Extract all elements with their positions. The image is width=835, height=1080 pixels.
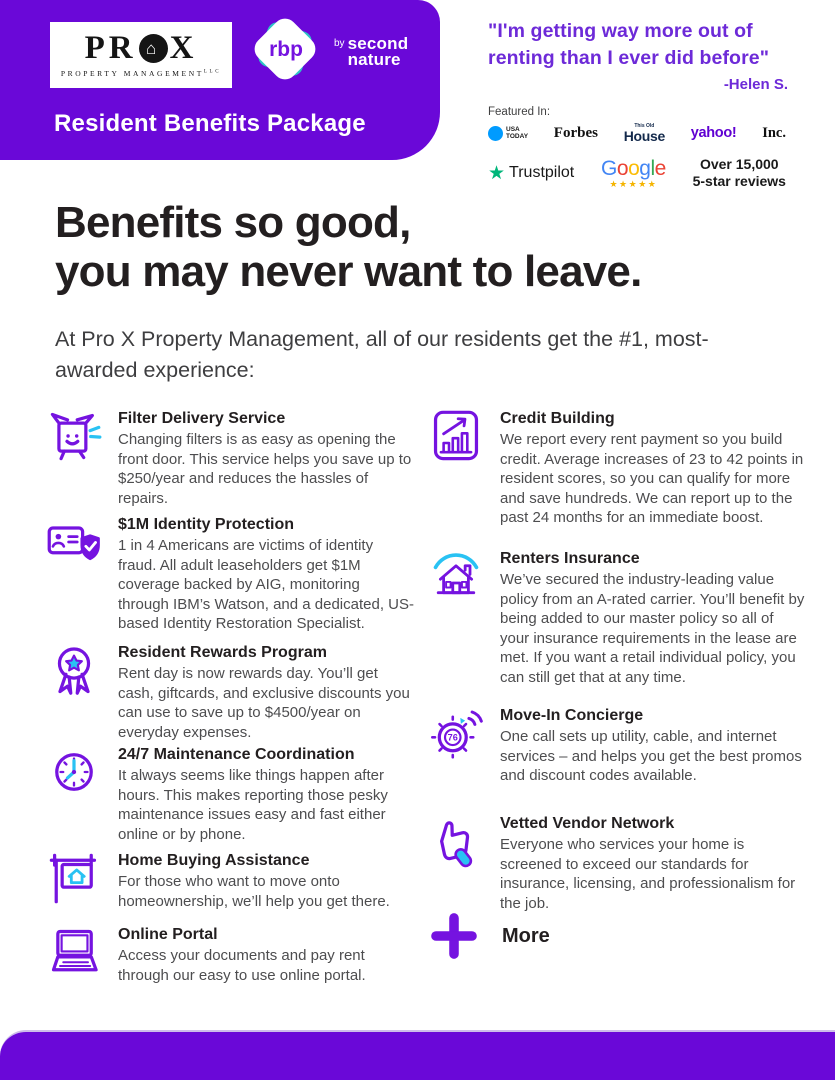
second-nature-by: by [334, 38, 345, 49]
id-shield-icon [46, 514, 102, 570]
insured-house-icon [428, 548, 484, 604]
benefit-title: Filter Delivery Service [118, 410, 286, 427]
benefit-title: 24/7 Maintenance Coordination [118, 746, 355, 763]
rbp-abbr: rbp [269, 38, 303, 61]
trustpilot-logo: ★ Trustpilot [488, 162, 575, 184]
bottom-bar [0, 1030, 835, 1080]
benefit-description: Everyone who services your home is screened to exceed our standards for insurance, licensing, and professionalism for the job. [500, 836, 796, 912]
prox-logo-post: X [169, 30, 198, 66]
benefit-description: We’ve secured the industry-leading value policy from an A-rated carrier. You’ll benefit by being added to our master policy so all of your insurance requirements in the lease are met. If you want a retail individual policy, you can still get that at any time. [500, 571, 805, 686]
benefit-description: Access your documents and pay rent through our easy to use online portal. [118, 947, 366, 984]
benefit-move-in-concierge [428, 705, 806, 786]
plus-icon [428, 910, 480, 962]
quote-line-1: "I'm getting way more out of [488, 20, 753, 42]
benefit-maintenance [46, 744, 414, 844]
forbes-logo: Forbes [553, 124, 598, 141]
thermostat-dial-icon [428, 705, 484, 761]
more-label: More [502, 924, 550, 947]
benefit-title: Credit Building [500, 410, 615, 427]
benefit-description: One call sets up utility, cable, and internet services – and helps you get the best promos and discount codes available. [500, 728, 802, 784]
benefit-home-buying [46, 850, 414, 911]
yahoo-logo: yahoo! [690, 125, 737, 142]
yard-sign-icon [46, 850, 102, 906]
clock-icon [46, 744, 102, 800]
benefit-title: Home Buying Assistance [118, 852, 310, 869]
benefit-filter-delivery [46, 408, 414, 508]
benefit-description: It always seems like things happen after hours. This makes reporting those pesky maintenance issues easy and fast either online or by phone. [118, 767, 388, 843]
review-count-summary: Over 15,000 5-star reviews [692, 155, 786, 190]
benefit-description: Rent day is now rewards day. You’ll get cash, giftcards, and exclusive discounts you can use to save up to $4500/year on everyday expenses. [118, 665, 410, 741]
inc-logo: Inc. [762, 124, 786, 141]
quote-attribution: -Helen S. [723, 75, 788, 93]
quote-line-2: renting than I ever did before" [488, 46, 770, 69]
usa-today-logo: USA TODAY [488, 126, 528, 141]
benefit-credit-building [428, 408, 806, 528]
prox-logo-subtitle: PROPERTY $MANAGEMENT^{LLC}$ [60, 69, 222, 78]
benefit-description: 1 in 4 Americans are victims of identity fraud. All adult leaseholders get $1M coverage backed by AIG, monitoring through IBM’s Watson, and a dedicated, US-based Identity Restoration Specialist. [118, 537, 414, 632]
benefit-vetted-vendors [428, 813, 806, 913]
benefit-online-portal [46, 924, 414, 985]
svg-text:76: 76 [447, 732, 458, 743]
house-in-o-icon: ⌂ [139, 34, 168, 63]
award-ribbon-icon [46, 642, 102, 698]
subheadline: At Pro X Property Management, all of our residents get the #1, most-awarded experience: [55, 327, 709, 383]
benefit-title: Vetted Vendor Network [500, 815, 675, 832]
press-logos-row [488, 124, 786, 143]
testimonial-section [488, 18, 788, 191]
rbp-badge [252, 16, 320, 84]
benefit-description: We report every rent payment so you build credit. Average increases of 23 to 42 points in resident scores, so you can qualify for more and save hundreds. We can report up to the past 24 months for an immediate boost. [500, 431, 804, 526]
benefit-title: Renters Insurance [500, 550, 640, 567]
filter-box-icon [46, 408, 102, 464]
this-old-house-logo: This Old House [623, 122, 665, 144]
bar-chart-icon [428, 408, 484, 464]
thumbs-up-icon [428, 813, 484, 869]
second-nature-words: second nature [347, 34, 409, 69]
benefit-identity-protection [46, 514, 414, 634]
review-platforms-row [488, 156, 786, 191]
benefit-description: Changing filters is as easy as opening the front door. This service helps you save up to $250/year and reduces the hassles of repairs. [118, 431, 412, 507]
benefit-description: For those who want to move onto homeownership, we’ll help you get there. [118, 873, 390, 910]
featured-in-label: Featured In: [488, 105, 551, 118]
page-title: Benefits so good, you may never want to leave. [55, 198, 642, 297]
google-logo: Google ★★★★★ [601, 156, 666, 189]
package-title: Resident Benefits Package [54, 110, 366, 137]
benefit-rewards-program [46, 642, 414, 742]
header-banner [0, 0, 440, 160]
benefit-more [428, 910, 550, 962]
benefit-renters-insurance [428, 548, 806, 687]
prox-logo-pre: PR [84, 30, 137, 66]
benefit-title: Move-In Concierge [500, 707, 644, 724]
laptop-icon [46, 924, 102, 980]
prox-logo [50, 22, 232, 88]
benefit-title: Resident Rewards Program [118, 644, 327, 661]
benefit-title: $1M Identity Protection [118, 516, 295, 533]
prox-logo-word [85, 32, 198, 65]
google-stars: ★★★★★ [609, 178, 658, 189]
benefit-title: Online Portal [118, 926, 218, 943]
usa-today-circle-icon [488, 126, 503, 141]
trustpilot-star-icon: ★ [488, 162, 506, 184]
second-nature-logo [334, 36, 408, 67]
